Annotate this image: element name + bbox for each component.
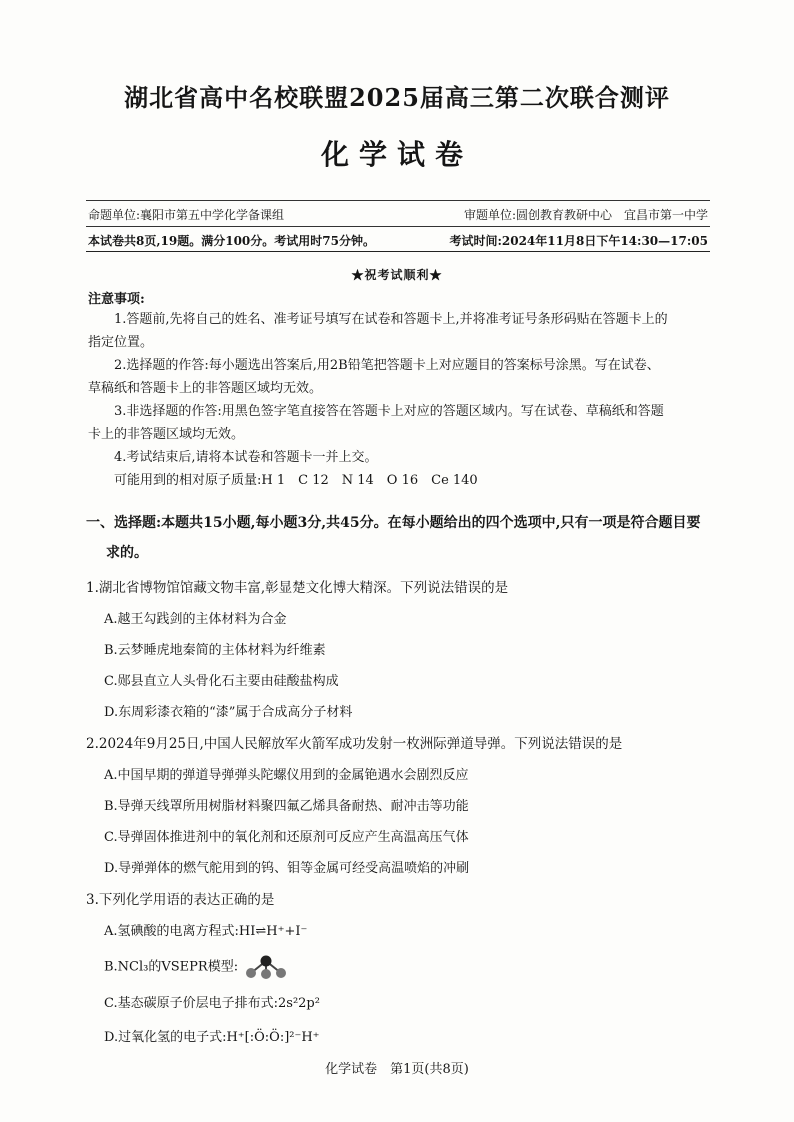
divider-top — [86, 200, 710, 201]
info-row — [88, 232, 708, 249]
notice-item: 3.非选择题的作答:用黑色签字笔直接答在答题卡上对应的答题区域内。写在试卷、草稿纸和答题 — [114, 404, 664, 419]
question-1-option-b: B.云梦睡虎地秦简的主体材料为纤维素 — [104, 643, 326, 658]
notice-item: 2.选择题的作答:每小题选出答案后,用2B铅笔把答题卡上对应题目的答案标号涂黑。写在试卷、 — [114, 358, 660, 373]
section-heading — [86, 508, 712, 568]
question-2-option-b: B.导弹天线罩所用树脂材料聚四氟乙烯具备耐热、耐冲击等功能 — [104, 799, 469, 814]
exam-info: 本试卷共8页,19题。满分100分。考试用时75分钟。 — [88, 234, 375, 248]
question-1-stem: 1.湖北省博物馆馆藏文物丰富,彰显楚文化博大精深。下列说法错误的是 — [86, 580, 509, 596]
notice-list — [88, 308, 712, 492]
question-3-option-a: A.氢碘酸的电离方程式:HI⇌H⁺+I⁻ — [104, 924, 308, 939]
reviewer-text: 审题单位:圆创教育教研中心 宜昌市第一中学 — [463, 208, 708, 222]
question-3-stem: 3.下列化学用语的表达正确的是 — [86, 892, 275, 908]
notice-heading: 注意事项: — [88, 292, 145, 307]
page-footer: 化学试卷 第1页(共8页) — [325, 1062, 469, 1077]
notice-item: 指定位置。 — [88, 335, 154, 350]
divider-bottom — [86, 251, 710, 252]
question-1-option-a: A.越王勾践剑的主体材料为合金 — [104, 612, 287, 627]
question-2-option-a: A.中国早期的弹道导弹弹头陀螺仪用到的金属铯遇水会剧烈反应 — [104, 768, 469, 783]
setter-row — [88, 206, 708, 223]
notice-item: 4.考试结束后,请将本试卷和答题卡一并上交。 — [114, 450, 378, 465]
exam-title: 湖北省高中名校联盟2025届高三第二次联合测评 — [124, 83, 670, 112]
wish-text: ★祝考试顺利★ — [351, 268, 443, 282]
question-2-option-d: D.导弹弹体的燃气舵用到的钨、钼等金属可经受高温喷焰的冲刷 — [104, 861, 470, 876]
vsepr-model-icon — [242, 954, 290, 980]
notice-item: 1.答题前,先将自己的姓名、准考证号填写在试卷和答题卡上,并将准考证号条形码贴在答题卡上的 — [114, 312, 668, 327]
section-line-2: 求的。 — [106, 545, 148, 561]
notice-item: 可能用到的相对原子质量:H 1 C 12 N 14 O 16 Ce 140 — [114, 473, 478, 488]
notice-item: 卡上的非答题区域均无效。 — [88, 427, 245, 442]
section-line-1: 一、选择题:本题共15小题,每小题3分,共45分。在每小题给出的四个选项中,只有一项是符合题目要 — [86, 515, 701, 531]
question-3-option-d: D.过氧化氢的电子式:H⁺[:Ö:Ö:]²⁻H⁺ — [104, 1030, 320, 1045]
question-1-option-d: D.东周彩漆衣箱的“漆”属于合成高分子材料 — [104, 705, 353, 720]
notice-item: 草稿纸和答题卡上的非答题区域均无效。 — [88, 381, 323, 396]
question-3-option-c: C.基态碳原子价层电子排布式:2s²2p² — [104, 996, 320, 1011]
question-2-stem: 2.2024年9月25日,中国人民解放军火箭军成功发射一枚洲际弹道导弹。下列说法错误的是 — [86, 736, 623, 752]
question-3-option-b — [104, 954, 704, 980]
question-1-option-c: C.郧县直立人头骨化石主要由硅酸盐构成 — [104, 674, 339, 689]
exam-time: 考试时间:2024年11月8日下午14:30—17:05 — [449, 234, 708, 248]
divider-middle — [86, 226, 710, 227]
question-2-option-c: C.导弹固体推进剂中的氧化剂和还原剂可反应产生高温高压气体 — [104, 830, 469, 845]
exam-subtitle: 化学试卷 — [320, 138, 473, 171]
setter-text: 命题单位:襄阳市第五中学化学备课组 — [88, 208, 285, 222]
question-3-option-b-text: B.NCl₃的VSEPR模型: — [104, 959, 239, 975]
